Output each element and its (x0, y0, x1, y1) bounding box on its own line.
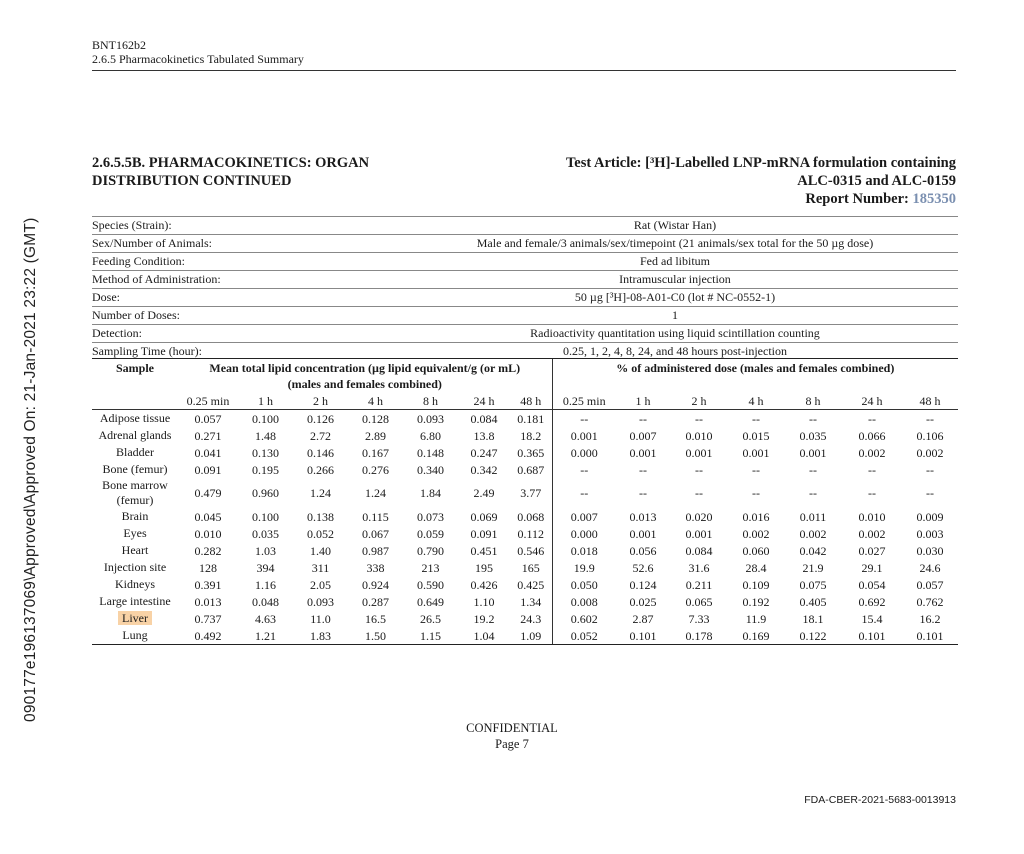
percent-dose-cell: -- (809, 462, 818, 477)
percent-dose-cell: 0.042 (799, 543, 827, 558)
concentration-timepoint-header: 2 h (293, 392, 348, 410)
concentration-cell: 0.195 (252, 462, 279, 477)
concentration-cell: 0.342 (470, 462, 498, 477)
percent-dose-cell: 0.001 (685, 526, 713, 541)
concentration-cell: 0.451 (470, 543, 498, 558)
metadata-row (92, 324, 958, 342)
concentration-cell: 1.84 (420, 486, 441, 500)
percent-dose-cell: 0.001 (685, 445, 713, 460)
percent-dose-cell: 19.9 (552, 559, 616, 576)
percent-dose-cell: 0.013 (629, 509, 657, 524)
percent-dose-cell: 0.002 (858, 526, 886, 541)
concentration-cell: 0.128 (362, 411, 389, 426)
section-title (92, 154, 369, 190)
sample-label: Large intestine (99, 594, 171, 608)
metadata-value: 0.25, 1, 2, 4, 8, 24, and 48 hours post-injection (563, 344, 787, 358)
metadata-row (92, 216, 958, 234)
document-id: FDA-CBER-2021-5683-0013913 (804, 794, 956, 806)
concentration-cell: 0.790 (417, 543, 444, 558)
concentration-cell: 0.365 (517, 445, 545, 460)
sample-name (92, 627, 178, 645)
concentration-cell: 128 (199, 560, 217, 575)
sample-name (92, 461, 178, 478)
concentration-cell: 0.590 (417, 577, 444, 592)
percent-dose-cell: 0.001 (629, 445, 657, 460)
concentration-cell: 0.987 (362, 543, 389, 558)
sample-label: Kidneys (115, 577, 155, 591)
concentration-cell: 2.72 (310, 428, 331, 443)
concentration-cell: 1.40 (310, 543, 331, 558)
percent-dose-cell: 0.084 (685, 543, 713, 558)
percent-dose-cell: 0.122 (784, 627, 842, 645)
concentration-cell: 0.391 (194, 577, 222, 592)
sample-name (92, 559, 178, 576)
concentration-cell: 165 (521, 560, 540, 575)
percent-dose-cell: 0.178 (670, 627, 728, 645)
highlighted-sample-label: Liver (118, 611, 152, 625)
percent-dose-cell: 0.056 (629, 543, 657, 558)
percent-dose-cell: -- (695, 462, 704, 477)
concentration-cell: 0.048 (252, 594, 279, 609)
header-product: BNT162b2 (92, 38, 146, 52)
percent-dose-cell: -- (926, 486, 935, 500)
percent-dose-cell: 0.762 (916, 594, 944, 609)
percent-dose-cell: 28.4 (745, 560, 767, 575)
percent-dose-cell: 0.124 (629, 577, 657, 592)
percent-dose-cell: 18.1 (802, 611, 824, 626)
sample-name (92, 610, 178, 627)
percent-dose-cell: 0.030 (916, 543, 944, 558)
concentration-cell: 0.035 (252, 526, 279, 541)
percent-dose-cell: 0.002 (916, 445, 944, 460)
timepoint-header-row (92, 392, 958, 410)
percent-dose-cell: 15.4 (861, 611, 883, 626)
table-row (92, 427, 958, 444)
table-row (92, 410, 958, 428)
percent-dose-cell: 0.101 (616, 627, 670, 645)
percent-dose-cell: 0.052 (552, 627, 616, 645)
table-row (92, 576, 958, 593)
concentration-cell: 1.03 (255, 543, 276, 558)
metadata-row (92, 288, 958, 306)
concentration-cell: 0.146 (307, 445, 334, 460)
table-row (92, 525, 958, 542)
percent-dose-timepoint-header: 48 h (902, 392, 958, 410)
metadata-label: Sampling Time (hour): (92, 344, 203, 358)
percent-dose-cell: 0.692 (858, 594, 886, 609)
metadata-label: Species (Strain): (92, 218, 172, 232)
report-number-label: Report Number: (805, 191, 913, 207)
concentration-cell: 1.15 (403, 627, 458, 645)
concentration-cell: 0.010 (194, 526, 222, 541)
percent-dose-timepoint-header: 8 h (784, 392, 842, 410)
percent-dose-cell: 0.065 (685, 594, 713, 609)
concentration-timepoint-header: 8 h (403, 392, 458, 410)
concentration-cell: 0.266 (307, 462, 334, 477)
concentration-cell: 1.48 (255, 428, 276, 443)
percent-dose-cell: -- (868, 411, 877, 426)
percent-dose-cell: -- (926, 411, 935, 426)
percent-dose-cell: 0.007 (629, 428, 657, 443)
percent-dose-cell: 0.002 (742, 526, 770, 541)
concentration-cell: 3.77 (520, 486, 542, 500)
concentration-cell: 6.80 (420, 428, 441, 443)
organ-distribution-table (92, 358, 958, 645)
metadata-value: Radioactivity quantitation using liquid scintillation counting (530, 326, 820, 340)
concentration-cell: 0.167 (362, 445, 389, 460)
percent-dose-header: % of administered dose (males and females combined) (552, 359, 958, 393)
table-row (92, 542, 958, 559)
percent-dose-timepoint-header: 4 h (728, 392, 784, 410)
percent-dose-cell: -- (809, 486, 818, 500)
sample-label: Lung (122, 628, 148, 642)
concentration-cell: 24.3 (520, 611, 542, 626)
percent-dose-cell: 0.003 (916, 526, 944, 541)
concentration-cell: 0.271 (194, 428, 222, 443)
percent-dose-cell: 0.016 (742, 509, 770, 524)
concentration-cell: 0.073 (417, 509, 444, 524)
percent-dose-cell: -- (695, 486, 704, 500)
header-rule (92, 70, 956, 71)
concentration-timepoint-header: 0.25 min (178, 392, 238, 410)
percent-dose-cell: 0.010 (858, 509, 886, 524)
table-row (92, 627, 958, 645)
concentration-cell: 1.24 (310, 486, 331, 500)
concentration-cell: 0.100 (252, 509, 279, 524)
metadata-value: Intramuscular injection (619, 272, 731, 286)
concentration-cell: 0.091 (470, 526, 498, 541)
concentration-cell: 19.2 (473, 611, 495, 626)
concentration-cell: 16.5 (365, 611, 386, 626)
sample-label: Eyes (123, 526, 147, 540)
percent-dose-cell: 0.009 (916, 509, 944, 524)
concentration-cell: 11.0 (310, 611, 331, 626)
concentration-cell: 0.115 (362, 509, 389, 524)
percent-dose-cell: 16.2 (919, 611, 941, 626)
concentration-timepoint-header: 4 h (348, 392, 403, 410)
percent-dose-cell: 0.106 (916, 428, 944, 443)
concentration-cell: 0.130 (252, 445, 279, 460)
percent-dose-cell: 0.000 (552, 525, 616, 542)
concentration-cell: 213 (421, 560, 440, 575)
concentration-cell: 0.148 (417, 445, 444, 460)
metadata-label: Feeding Condition: (92, 254, 185, 268)
concentration-cell: 0.492 (178, 627, 238, 645)
test-article-line2: ALC-0315 and ALC-0159 (797, 173, 956, 189)
sample-name (92, 427, 178, 444)
percent-dose-timepoint-header: 2 h (670, 392, 728, 410)
concentration-cell: 0.138 (307, 509, 334, 524)
metadata-label: Detection: (92, 326, 142, 340)
percent-dose-cell: 0.007 (552, 508, 616, 525)
concentration-cell: 0.112 (517, 526, 545, 541)
test-article-title (566, 154, 956, 208)
percent-dose-cell: 0.066 (858, 428, 886, 443)
concentration-cell: 195 (475, 560, 493, 575)
sample-label: Adipose tissue (99, 411, 171, 425)
metadata-row (92, 234, 958, 252)
percent-dose-timepoint-header: 0.25 min (552, 392, 616, 410)
percent-dose-cell: 0.075 (799, 577, 827, 592)
percent-dose-cell: 0.057 (916, 577, 944, 592)
report-number: 185350 (912, 191, 956, 207)
test-article-line1: Test Article: [³H]-Labelled LNP-mRNA formulation containing (565, 155, 956, 171)
concentration-cell: 0.100 (252, 411, 279, 426)
concentration-cell: 13.8 (473, 428, 495, 443)
sample-name (92, 525, 178, 542)
concentration-cell: 0.649 (417, 594, 444, 609)
percent-dose-cell: 0.027 (858, 543, 886, 558)
table-row (92, 461, 958, 478)
concentration-cell: 0.340 (417, 462, 444, 477)
concentration-cell: 311 (311, 560, 330, 575)
table-row (92, 610, 958, 627)
concentration-cell: 1.34 (520, 594, 542, 609)
table-row (92, 593, 958, 610)
concentration-cell: 0.287 (362, 594, 389, 609)
percent-dose-cell: -- (552, 410, 616, 428)
metadata-row (92, 252, 958, 270)
concentration-cell: 1.50 (348, 627, 403, 645)
sample-name (92, 444, 178, 461)
running-header (92, 38, 304, 66)
sample-name (92, 542, 178, 559)
concentration-header (178, 359, 552, 393)
concentration-cell: 338 (366, 560, 385, 575)
table-row (92, 444, 958, 461)
percent-dose-cell: 0.025 (629, 594, 657, 609)
percent-dose-cell: -- (809, 411, 818, 426)
percent-dose-cell: -- (639, 462, 648, 477)
percent-dose-cell: 24.6 (919, 560, 941, 575)
concentration-header-line2: (males and females combined) (287, 377, 442, 391)
percent-dose-cell: -- (695, 411, 704, 426)
percent-dose-cell: -- (639, 411, 648, 426)
percent-dose-cell: -- (552, 478, 616, 508)
report-number-line (566, 190, 956, 208)
concentration-cell: 0.687 (517, 462, 545, 477)
sample-label: Bone marrow (femur) (102, 478, 168, 507)
sample-label: Heart (121, 543, 149, 557)
concentration-cell: 0.247 (470, 445, 498, 460)
percent-dose-cell: 0.002 (858, 445, 886, 460)
concentration-cell: 1.24 (365, 486, 386, 500)
percent-dose-cell: 7.33 (688, 611, 710, 626)
metadata-label: Sex/Number of Animals: (92, 236, 212, 250)
percent-dose-cell: -- (752, 462, 761, 477)
percent-dose-cell: 0.000 (552, 444, 616, 461)
percent-dose-cell: 0.405 (799, 594, 827, 609)
concentration-cell: 0.052 (307, 526, 334, 541)
concentration-cell: 0.093 (417, 411, 444, 426)
metadata-row (92, 306, 958, 324)
percent-dose-cell: -- (868, 486, 877, 500)
percent-dose-cell: 2.87 (632, 611, 654, 626)
concentration-cell: 0.057 (194, 411, 222, 426)
table-row (92, 559, 958, 576)
approval-stamp (0, 0, 40, 760)
percent-dose-cell: -- (552, 461, 616, 478)
sample-header: Sample (92, 359, 178, 393)
concentration-cell: 1.16 (255, 577, 276, 592)
percent-dose-cell: 0.015 (742, 428, 770, 443)
percent-dose-cell: 0.192 (742, 594, 770, 609)
percent-dose-cell: -- (639, 486, 648, 500)
concentration-cell: 0.126 (307, 411, 334, 426)
percent-dose-cell: 0.001 (552, 427, 616, 444)
percent-dose-timepoint-header: 1 h (616, 392, 670, 410)
concentration-cell: 2.49 (473, 486, 495, 500)
concentration-cell: 2.05 (310, 577, 331, 592)
metadata-value: Male and female/3 animals/sex/timepoint (21 animals/sex total for the 50 µg dose) (476, 236, 874, 250)
metadata-label: Number of Doses: (92, 308, 180, 322)
concentration-cell: 0.276 (362, 462, 389, 477)
table-row (92, 478, 958, 508)
sample-label: Injection site (103, 560, 167, 574)
percent-dose-cell: 0.001 (629, 526, 657, 541)
percent-dose-cell: 0.211 (685, 577, 713, 592)
sample-name (92, 410, 178, 428)
concentration-cell: 0.737 (194, 611, 222, 626)
concentration-cell: 0.425 (517, 577, 545, 592)
concentration-cell: 0.924 (362, 577, 389, 592)
concentration-cell: 0.068 (517, 509, 545, 524)
concentration-cell: 1.04 (458, 627, 510, 645)
sample-name (92, 576, 178, 593)
percent-dose-cell: 21.9 (802, 560, 824, 575)
concentration-cell: 0.059 (417, 526, 444, 541)
percent-dose-cell: 0.101 (842, 627, 902, 645)
percent-dose-cell: 0.169 (728, 627, 784, 645)
percent-dose-cell: 0.001 (799, 445, 827, 460)
sample-name (92, 478, 178, 508)
percent-dose-cell: 0.018 (552, 542, 616, 559)
metadata-row (92, 270, 958, 288)
sample-name (92, 593, 178, 610)
percent-dose-cell: 31.6 (688, 560, 710, 575)
concentration-cell: 2.89 (365, 428, 386, 443)
percent-dose-cell: 29.1 (861, 560, 883, 575)
percent-dose-cell: 0.010 (685, 428, 713, 443)
table-row (92, 508, 958, 525)
header-section: 2.6.5 Pharmacokinetics Tabulated Summary (92, 52, 304, 66)
metadata-label: Method of Administration: (92, 272, 221, 286)
concentration-cell: 4.63 (255, 611, 276, 626)
concentration-cell: 1.10 (473, 594, 495, 609)
concentration-cell: 0.426 (470, 577, 498, 592)
page-number: Page 7 (495, 737, 529, 751)
metadata-value: 1 (672, 308, 678, 322)
concentration-cell: 0.084 (470, 411, 498, 426)
percent-dose-cell: -- (868, 462, 877, 477)
concentration-timepoint-header: 1 h (238, 392, 293, 410)
metadata-value: 50 µg [³H]-08-A01-C0 (lot # NC-0552-1) (574, 290, 776, 304)
confidential-label: CONFIDENTIAL (466, 721, 558, 735)
concentration-cell: 1.83 (293, 627, 348, 645)
concentration-cell: 0.013 (194, 594, 222, 609)
page-footer (0, 720, 1024, 752)
percent-dose-cell: 52.6 (632, 560, 654, 575)
approval-stamp-text: 090177e196137069\Approved\Approved On: 21-Jan-2021 23:22 (GMT) (22, 217, 39, 722)
percent-dose-cell: 0.602 (552, 610, 616, 627)
concentration-cell: 0.093 (307, 594, 334, 609)
percent-dose-cell: 0.101 (902, 627, 958, 645)
concentration-cell: 0.041 (194, 445, 222, 460)
concentration-cell: 1.21 (238, 627, 293, 645)
metadata-value: Fed ad libitum (640, 254, 710, 268)
sample-label: Bone (femur) (102, 462, 168, 476)
metadata-value: Rat (Wistar Han) (633, 218, 717, 232)
percent-dose-cell: 0.050 (552, 576, 616, 593)
section-title-line1: 2.6.5.5B. PHARMACOKINETICS: ORGAN (92, 155, 370, 171)
section-title-line2: DISTRIBUTION CONTINUED (92, 173, 292, 189)
percent-dose-cell: 0.002 (799, 526, 827, 541)
sample-label: Adrenal glands (98, 428, 172, 442)
concentration-cell: 0.181 (517, 411, 545, 426)
sample-name (92, 508, 178, 525)
metadata-label: Dose: (92, 290, 120, 304)
concentration-cell: 394 (256, 560, 275, 575)
table-body (92, 410, 958, 645)
concentration-timepoint-header: 24 h (458, 392, 510, 410)
percent-dose-cell: 0.035 (799, 428, 827, 443)
concentration-cell: 0.479 (194, 486, 222, 500)
concentration-cell: 0.282 (194, 543, 222, 558)
percent-dose-cell: 0.060 (742, 543, 770, 558)
concentration-cell: 0.045 (194, 509, 222, 524)
study-metadata (92, 216, 958, 360)
percent-dose-cell: -- (752, 411, 761, 426)
percent-dose-cell: 11.9 (745, 611, 767, 626)
percent-dose-cell: 0.020 (685, 509, 713, 524)
percent-dose-cell: 0.109 (742, 577, 770, 592)
concentration-cell: 0.960 (252, 486, 279, 500)
percent-dose-timepoint-header: 24 h (842, 392, 902, 410)
sample-label: Bladder (116, 445, 154, 459)
concentration-cell: 1.09 (510, 627, 552, 645)
concentration-timepoint-header: 48 h (510, 392, 552, 410)
percent-dose-cell: 0.011 (799, 509, 827, 524)
percent-dose-cell: 0.001 (742, 445, 770, 460)
percent-dose-cell: -- (752, 486, 761, 500)
concentration-cell: 26.5 (420, 611, 441, 626)
percent-dose-cell: 0.054 (858, 577, 886, 592)
sample-label: Brain (121, 509, 149, 523)
concentration-cell: 18.2 (520, 428, 542, 443)
concentration-header-line1: Mean total lipid concentration (µg lipid equivalent/g (or mL) (209, 361, 521, 375)
percent-dose-cell: -- (926, 462, 935, 477)
concentration-cell: 0.067 (362, 526, 389, 541)
percent-dose-cell: 0.008 (552, 593, 616, 610)
concentration-cell: 0.546 (517, 543, 545, 558)
concentration-cell: 0.069 (470, 509, 498, 524)
concentration-cell: 0.091 (194, 462, 222, 477)
